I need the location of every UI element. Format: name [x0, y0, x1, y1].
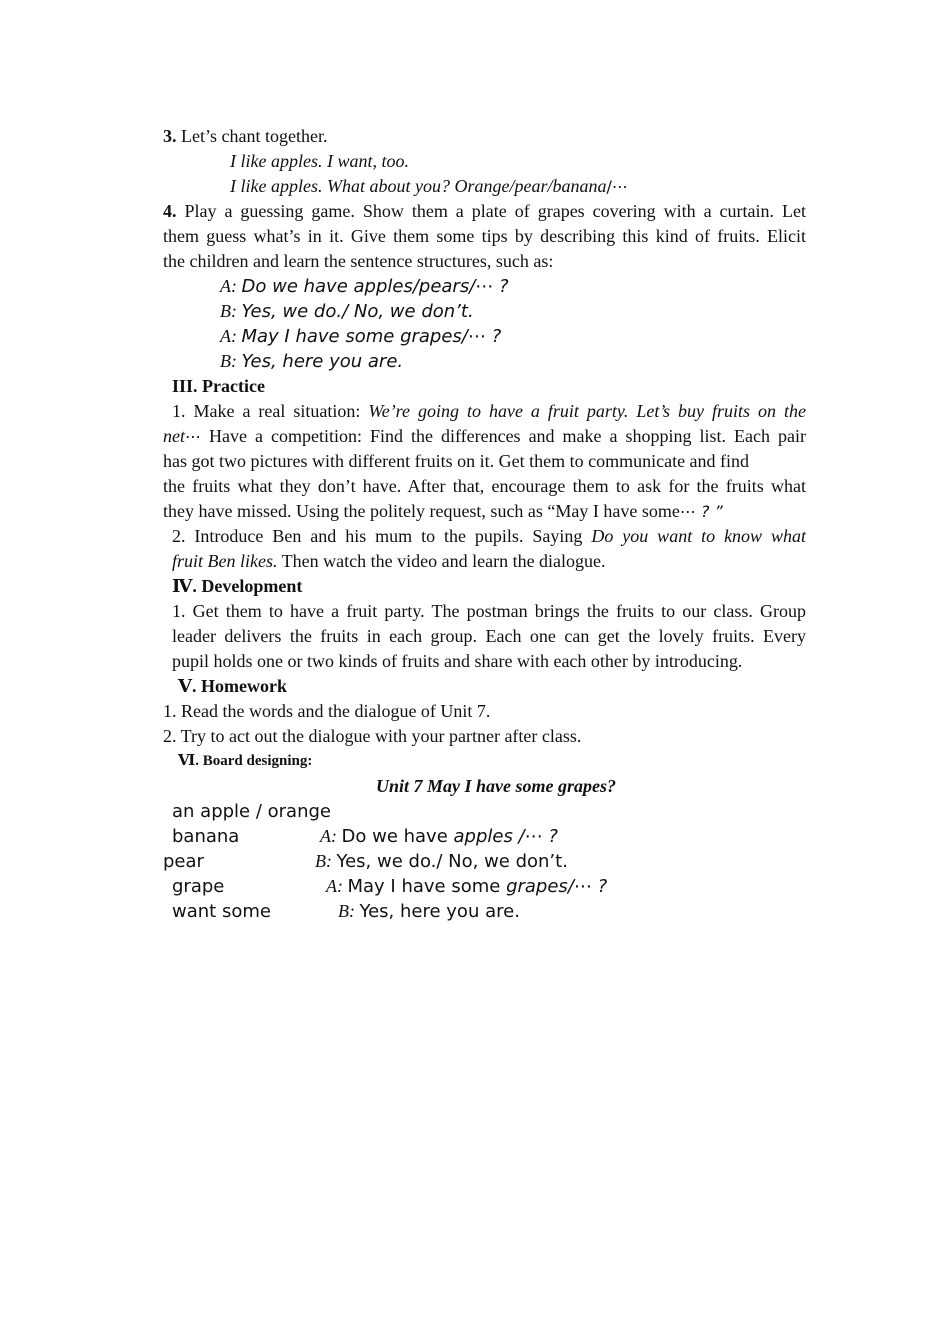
dialogue-text: Yes, we do./ No, we don’t. — [241, 301, 474, 322]
section-4-text-1: Play a guessing game. Show them a plate of grapes covering with a curtain. Let — [176, 201, 806, 221]
board-dialogue-3 — [326, 874, 607, 899]
speaker-label: A: — [320, 826, 337, 846]
practice-text-italic: net — [163, 426, 185, 446]
dialogue-line-1 — [220, 274, 509, 299]
section-3-line — [163, 124, 327, 149]
board-dialogue-4 — [338, 899, 520, 924]
board-dialogue-text: May I have some — [347, 876, 507, 897]
board-word-2: banana — [172, 826, 240, 847]
practice-line-2 — [163, 424, 806, 449]
chant-line-2-end: /⋯ — [606, 177, 628, 196]
practice-line-7 — [172, 549, 606, 574]
homework-line-1: 1. Read the words and the dialogue of Unit 7. — [163, 701, 491, 721]
board-dialogue-italic: grapes/⋯ ? — [506, 876, 608, 897]
practice-text-italic: fruit Ben likes. — [172, 551, 278, 571]
homework-heading: Ⅴ. Homework — [178, 676, 287, 696]
development-line-2: leader delivers the fruits in each group. Each one can get the lovely fruits. Every — [172, 626, 806, 646]
board-title: Unit 7 May I have some grapes? — [376, 776, 616, 796]
ellipsis: ⋯ — [185, 427, 201, 446]
chant-line-2 — [230, 174, 628, 199]
speaker-label: A: — [220, 276, 237, 296]
practice-line-1 — [172, 399, 806, 424]
board-word-3: pear — [163, 851, 204, 872]
speaker-label: B: — [220, 351, 237, 371]
board-dialogue-italic: apples /⋯ ? — [453, 826, 558, 847]
practice-line-4: the fruits what they don’t have. After that, encourage them to ask for the fruits what — [163, 476, 806, 496]
homework-line-2: 2. Try to act out the dialogue with your partner after class. — [163, 726, 582, 746]
dialogue-text: May I have some grapes/⋯ ? — [241, 326, 502, 347]
section-3-number: 3. — [163, 126, 177, 146]
board-word-5: want some — [172, 901, 271, 922]
speaker-label: B: — [338, 901, 355, 921]
practice-line-6 — [172, 524, 806, 549]
board-word-4: grape — [172, 876, 225, 897]
dialogue-line-2 — [220, 299, 474, 324]
practice-text-end: ⋯ ? ” — [679, 502, 723, 521]
practice-line-5 — [163, 499, 723, 524]
speaker-label: B: — [220, 301, 237, 321]
dialogue-line-4 — [220, 349, 403, 374]
practice-text: 2. Introduce Ben and his mum to the pupils. Saying — [172, 526, 592, 546]
board-word-1: an apple / orange — [172, 801, 331, 822]
board-dialogue-2 — [315, 849, 568, 874]
development-line-3: pupil holds one or two kinds of fruits and share with each other by introducing. — [172, 651, 743, 671]
board-dialogue-1 — [320, 824, 558, 849]
practice-text: Then watch the video and learn the dialogue. — [277, 551, 606, 571]
practice-text: they have missed. Using the politely request, such as “May I have some — [163, 501, 680, 521]
board-dialogue-text: Yes, we do./ No, we don’t. — [336, 851, 568, 872]
practice-line-3: has got two pictures with different fruits on it. Get them to communicate and find — [163, 451, 750, 471]
dialogue-text: Do we have apples/pears/⋯ ? — [241, 276, 509, 297]
section-4-line-3: the children and learn the sentence structures, such as: — [163, 251, 554, 271]
section-4-number: 4. — [163, 201, 177, 221]
board-dialogue-text: Do we have — [341, 826, 454, 847]
chant-line-1: I like apples. I want, too. — [230, 151, 409, 171]
practice-text: Have a competition: Find the differences and make a shopping list. Each pair — [201, 426, 806, 446]
speaker-label: A: — [326, 876, 343, 896]
development-heading: Ⅳ. Development — [172, 576, 303, 596]
practice-text-italic: Do you want to know what — [591, 526, 807, 546]
practice-heading: III. Practice — [172, 376, 265, 396]
section-4-line-2: them guess what’s in it. Give them some tips by describing this kind of fruits. Elicit — [163, 226, 806, 246]
dialogue-text: Yes, here you are. — [241, 351, 404, 372]
dialogue-line-3 — [220, 324, 501, 349]
speaker-label: A: — [220, 326, 237, 346]
board-heading: Ⅵ. Board designing: — [178, 753, 313, 769]
board-dialogue-text: Yes, here you are. — [359, 901, 520, 922]
practice-text: 1. Make a real situation: — [172, 401, 369, 421]
development-line-1: 1. Get them to have a fruit party. The postman brings the fruits to our class. Group — [172, 601, 806, 621]
practice-text-italic: We’re going to have a fruit party. Let’s buy fruits on the — [368, 401, 806, 421]
section-4-line-1 — [163, 199, 806, 224]
section-3-text: Let’s chant together. — [176, 126, 328, 146]
speaker-label: B: — [315, 851, 332, 871]
chant-line-2-text: I like apples. What about you? Orange/pear/banana — [230, 176, 607, 196]
